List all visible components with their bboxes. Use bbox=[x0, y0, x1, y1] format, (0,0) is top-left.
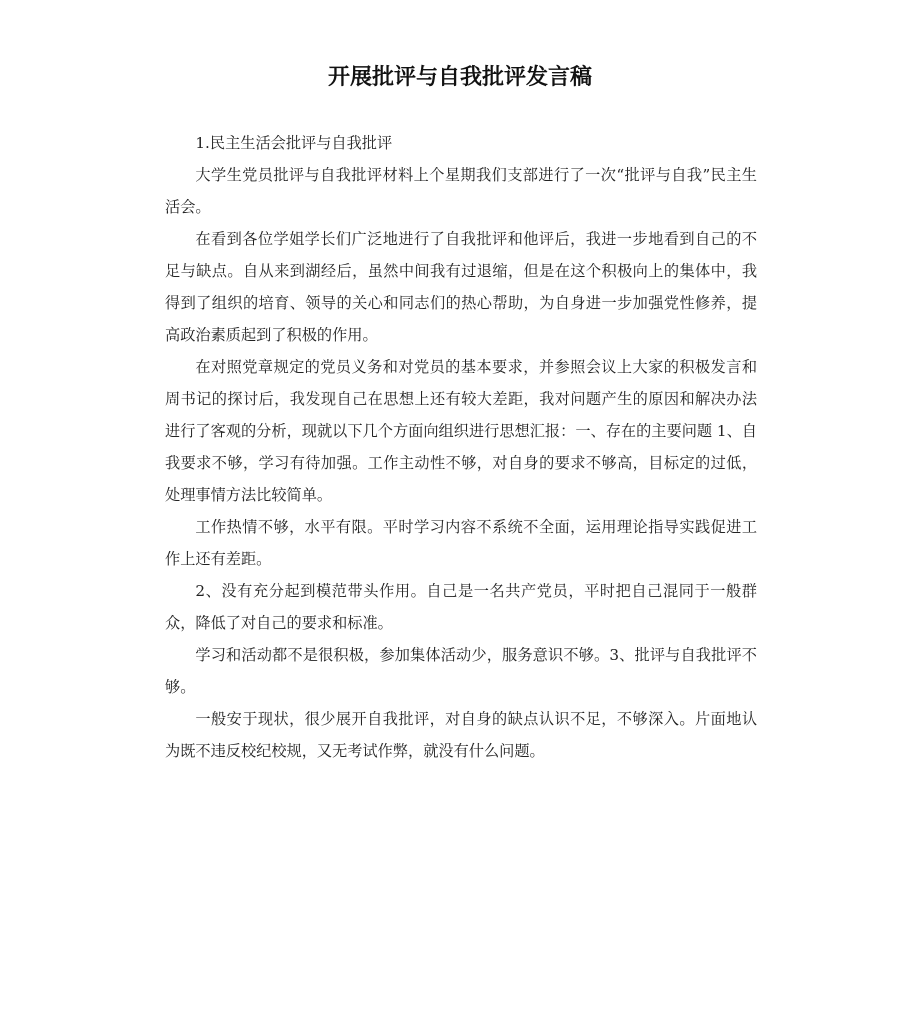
paragraph: 在对照党章规定的党员义务和对党员的基本要求，并参照会议上大家的积极发言和周书记的探讨后，我发现自己在思想上还有较大差距，我对问题产生的原因和解决办法进行了客观的分析，现就以下几个方面向组织进行思想汇报：一、存在的主要问题 1、自我要求不够，学习有待加强。工作主动性不够，对自身的要求不够高，目标定的过低，处理事情方法比较简单。 bbox=[165, 358, 757, 504]
document-body bbox=[165, 127, 757, 767]
paragraph: 工作热情不够，水平有限。平时学习内容不系统不全面，运用理论指导实践促进工作上还有差距。 bbox=[165, 518, 757, 568]
document-title: 开展批评与自我批评发言稿 bbox=[327, 65, 592, 90]
paragraph: 一般安于现状，很少展开自我批评，对自身的缺点认识不足，不够深入。片面地认为既不违反校纪校规，又无考试作弊，就没有什么问题。 bbox=[165, 710, 757, 760]
paragraph: 2、没有充分起到模范带头作用。自己是一名共产党员，平时把自己混同于一般群众，降低了对自己的要求和标准。 bbox=[165, 582, 757, 632]
paragraph: 在看到各位学姐学长们广泛地进行了自我批评和他评后，我进一步地看到自己的不足与缺点。自从来到湖经后，虽然中间我有过退缩，但是在这个积极向上的集体中，我得到了组织的培育、领导的关心和同志们的热心帮助，为自身进一步加强党性修养，提高政治素质起到了积极的作用。 bbox=[165, 230, 757, 344]
paragraph: 学习和活动都不是很积极，参加集体活动少，服务意识不够。3、批评与自我批评不够。 bbox=[165, 646, 757, 696]
paragraph-heading: 1.民主生活会批评与自我批评 bbox=[195, 134, 393, 152]
paragraph: 大学生党员批评与自我批评材料上个星期我们支部进行了一次“批评与自我”民主生活会。 bbox=[165, 166, 757, 216]
